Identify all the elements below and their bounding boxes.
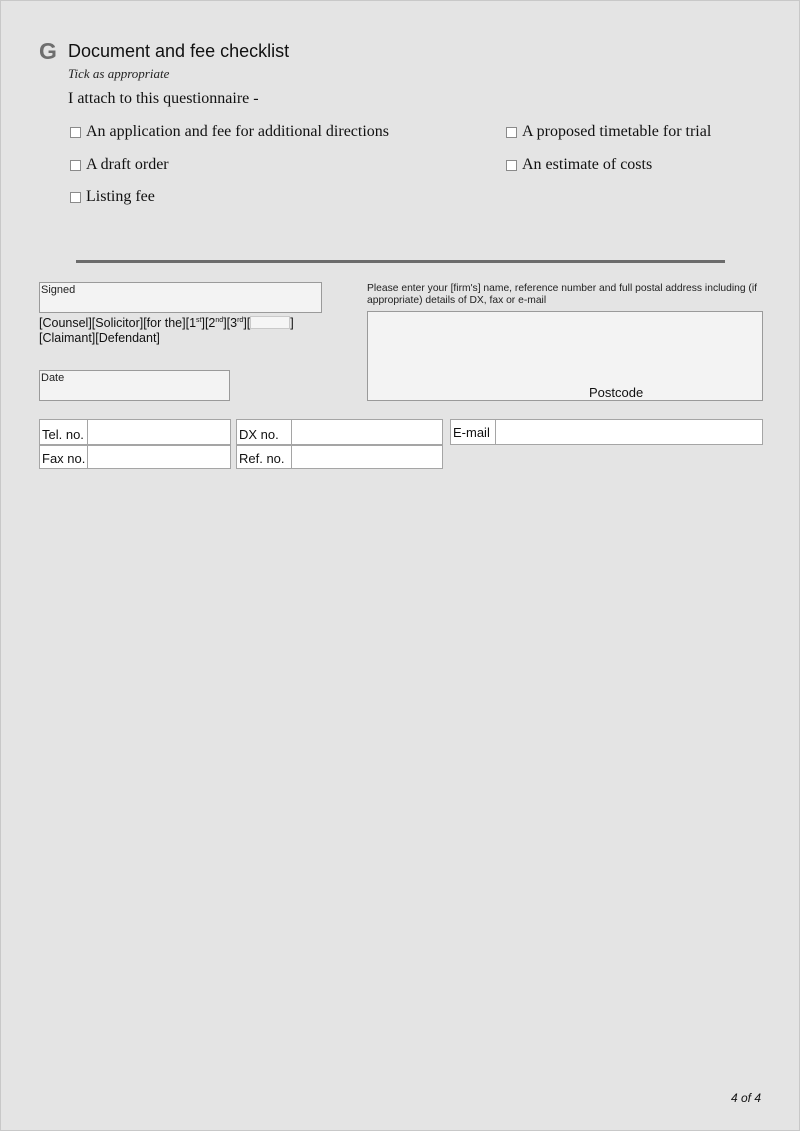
ref-field[interactable] (236, 445, 443, 469)
check-label-timetable: A proposed timetable for trial (522, 123, 712, 140)
page-number: 4 of 4 (731, 1091, 762, 1105)
address-field[interactable] (367, 311, 763, 401)
email-field[interactable] (450, 419, 763, 445)
check-item-estimate-costs[interactable] (506, 156, 652, 174)
party-number-input[interactable] (250, 316, 290, 329)
check-label-listing-fee: Listing fee (86, 188, 155, 205)
checkbox-listing-fee[interactable] (70, 192, 81, 203)
fax-label: Fax no. (40, 446, 88, 468)
role-selector-text: [Counsel][Solicitor][for the][1st][2nd][3rd][ ] [Claimant][Defendant] (39, 316, 294, 345)
ref-input[interactable] (292, 446, 442, 468)
checkbox-timetable[interactable] (506, 127, 517, 138)
tel-input[interactable] (88, 420, 230, 444)
check-label-additional-directions: An application and fee for additional directions (86, 123, 390, 140)
fax-input[interactable] (88, 446, 230, 468)
checkbox-draft-order[interactable] (70, 160, 81, 171)
check-item-draft-order[interactable] (70, 156, 169, 174)
check-item-listing-fee[interactable] (70, 188, 155, 206)
role-line-2: [Claimant][Defendant] (39, 331, 160, 345)
ref-label: Ref. no. (237, 446, 292, 468)
email-label: E-mail (451, 420, 496, 444)
check-label-estimate-costs: An estimate of costs (522, 156, 653, 173)
signed-label: Signed (41, 284, 76, 296)
checkbox-estimate-costs[interactable] (506, 160, 517, 171)
date-label: Date (41, 372, 65, 384)
checkbox-additional-directions[interactable] (70, 127, 81, 138)
checklist-intro: I attach to this questionnaire - (68, 90, 259, 107)
email-input[interactable] (496, 420, 762, 444)
date-field[interactable] (39, 370, 230, 401)
check-label-draft-order: A draft order (86, 156, 169, 173)
dx-input[interactable] (292, 420, 442, 444)
tel-label: Tel. no. (40, 420, 88, 444)
postcode-label: Postcode (589, 385, 644, 400)
check-item-timetable[interactable] (506, 123, 711, 141)
address-instructions: Please enter your [firm's] name, reference number and full postal address including (if appropriate) details of DX, fax or e-mail (367, 283, 758, 306)
dx-field[interactable] (236, 419, 443, 445)
check-item-additional-directions[interactable] (70, 123, 389, 141)
dx-label: DX no. (237, 420, 292, 444)
tel-field[interactable] (39, 419, 231, 445)
fax-field[interactable] (39, 445, 231, 469)
section-title: Document and fee checklist (68, 41, 290, 61)
signed-field[interactable] (39, 282, 322, 313)
section-divider (76, 260, 725, 263)
section-letter: G (39, 38, 57, 64)
section-subtitle: Tick as appropriate (68, 66, 170, 81)
